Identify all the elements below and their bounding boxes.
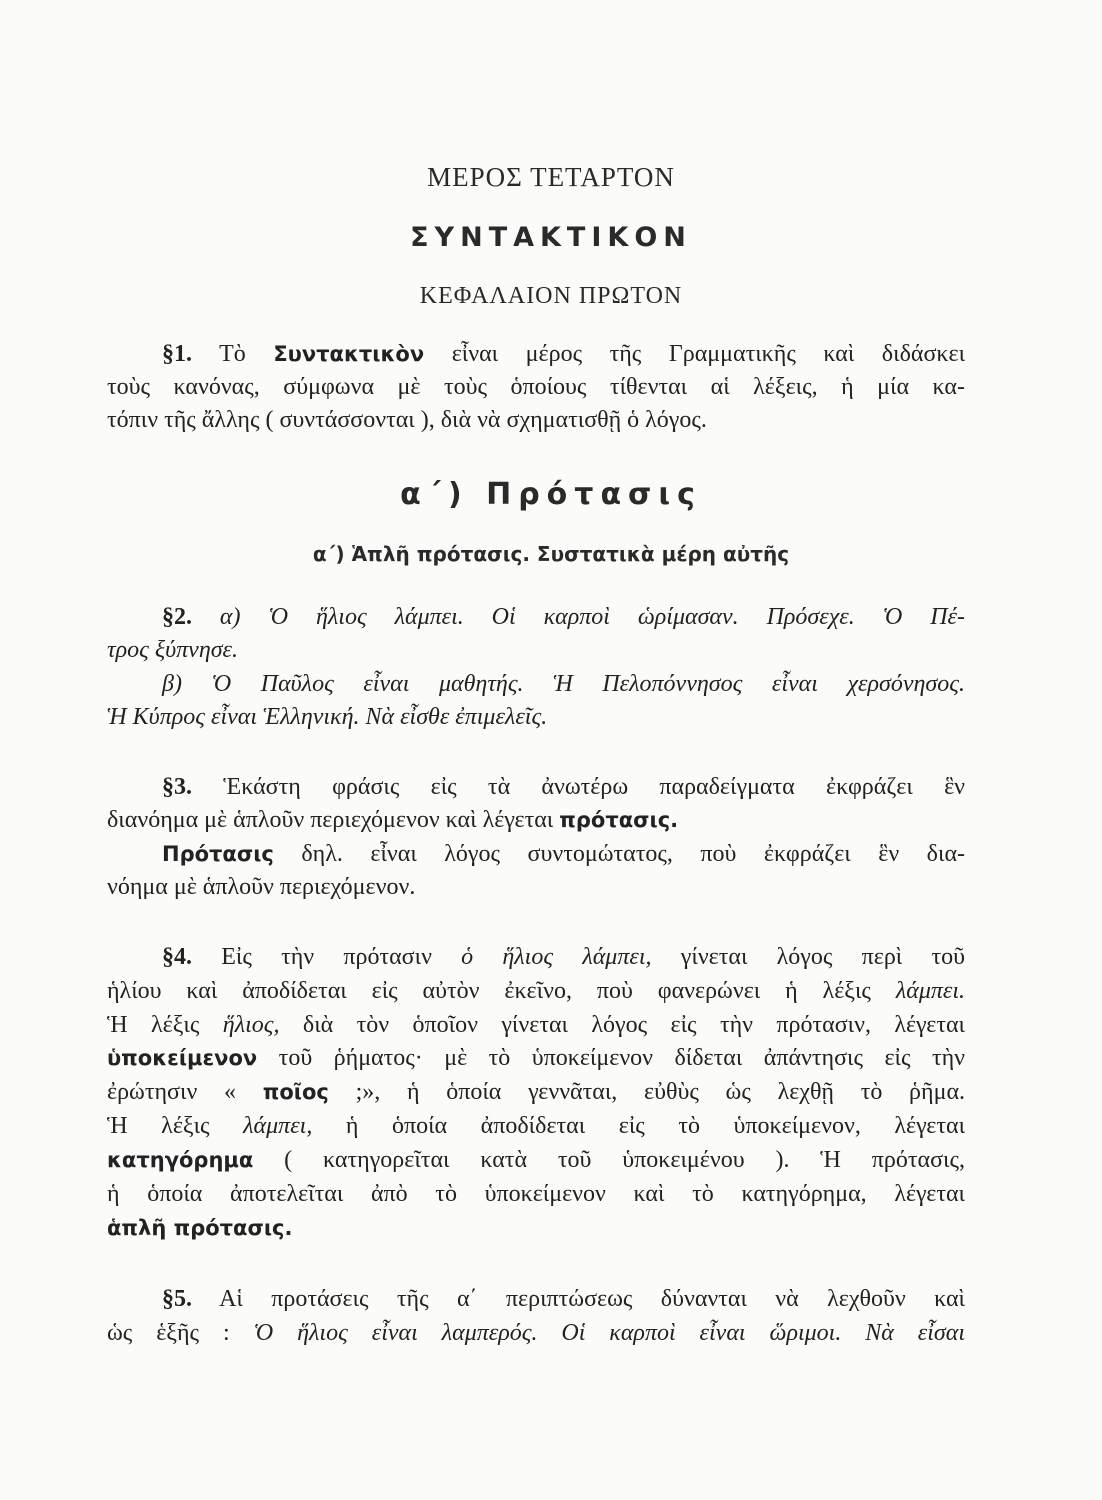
p3-line-3 [162,839,965,869]
p1-term: Συντακτικὸν [273,342,425,366]
p3-line-2 [107,805,965,835]
p4-text: τοῦ ῥήματος· μὲ τὸ ὑποκείμενον δίδεται ἀπάντησις εἰς τὴν [278,1045,965,1071]
p4-term: ὑποκείμενον [107,1046,258,1070]
p1-number: §1. [162,341,192,367]
p4-text: ( κατηγορεῖται κατὰ τοῦ ὑποκειμένου ). Ἡ πρότασις, [284,1147,966,1173]
p5-line-1 [162,1284,965,1314]
p4-example: ἥλιος, [222,1012,280,1038]
p4-line-4 [107,1043,965,1073]
chapter-heading: ΚΕΦΑΛΑΙΟΝ ΠΡΩΤΟΝ [419,283,683,309]
p5-example: Ὁ ἥλιος εἶναι λαμπερός. Οἱ καρποὶ εἶναι ὥριμοι. Νὰ εἶσαι [253,1320,965,1346]
p5-line-2 [107,1318,965,1348]
p4-line-7 [107,1145,965,1175]
p4-term: κατηγόρημα [107,1148,254,1172]
p3-line-1 [162,772,965,802]
p2-line-3: β) Ὁ Παῦλος εἶναι μαθητής. Ἡ Πελοπόννησος εἶναι χερσόνησος. [162,671,965,697]
p4-example: ὁ ἥλιος λάμπει, [461,944,652,970]
p4-term: ποῖος [262,1080,329,1104]
p2-line-2: τρος ξύπνησε. [107,637,239,663]
p4-line-3 [107,1010,965,1040]
p4-line-1 [162,942,965,972]
p4-text: ἡλίου καὶ ἀποδίδεται εἰς αὐτὸν ἐκεῖνο, ποὺ φανερώνει ἡ λέξις [107,978,871,1004]
p2-line-1 [162,602,965,632]
p4-line-6 [107,1111,965,1141]
p4-line-5 [107,1077,965,1107]
main-title: ΣΥΝΤΑΚΤΙΚΟΝ [410,222,692,253]
p4-text: ἐρώτησιν « [107,1079,237,1105]
p1-line-2: τοὺς κανόνας, σύμφωνα μὲ τοὺς ὁποίους τίθενται αἱ λέξεις, ἡ μία κα- [107,374,965,400]
p3-term: Πρότασις [162,842,274,866]
p4-line-8: ἡ ὁποία ἀποτελεῖται ἀπὸ τὸ ὑποκείμενον καὶ τὸ κατηγόρημα, λέγεται [107,1181,965,1207]
p4-example: λάμπει, [243,1113,313,1139]
p3-text: διανόημα μὲ ἁπλοῦν περιεχόμενον καὶ λέγεται [107,807,554,833]
p4-text: διὰ τὸν ὁποῖον γίνεται λόγος εἰς τὴν πρότασιν, λέγεται [302,1012,965,1038]
subsection-heading: α΄) Ἁπλῆ πρότασις. Συστατικὰ μέρη αὐτῆς [312,542,790,566]
p4-text: Ἡ λέξις [107,1113,210,1139]
p3-text: δηλ. εἶναι λόγος συντομώτατος, ποὺ ἐκφράζει ἓν δια- [301,841,966,867]
p1-text: Τὸ [219,341,246,367]
p4-line-2 [107,976,965,1006]
p5-text: Αἱ προτάσεις τῆς α΄ περιπτώσεως δύνανται νὰ λεχθοῦν καὶ [219,1286,965,1312]
p4-text: γίνεται λόγος περὶ τοῦ [680,944,966,970]
p3-text: Ἑκάστη φράσις εἰς τὰ ἀνωτέρω παραδείγματα ἐκφράζει ἓν [223,774,966,800]
p5-text: ὡς ἑξῆς : [107,1320,230,1346]
p1-text: εἶναι μέρος τῆς Γραμματικῆς καὶ διδάσκει [451,341,966,367]
p1-line-1 [162,339,965,369]
section-heading: α΄) Πρότασις [400,477,702,512]
p3-term: πρότασις. [559,808,679,832]
p4-text: Ἡ λέξις [107,1012,200,1038]
p1-line-3: τόπιν τῆς ἄλλης ( συντάσσονται ), διὰ νὰ σχηματισθῇ ὁ λόγος. [107,407,707,433]
p4-example: λάμπει. [895,978,966,1004]
p5-number: §5. [162,1286,192,1312]
p2-line-4: Ἡ Κύπρος εἶναι Ἑλληνική. Νὰ εἶσθε ἐπιμελεῖς. [107,704,548,730]
p2-number: §2. [162,604,192,630]
part-heading: ΜΕΡΟΣ ΤΕΤΑΡΤΟΝ [427,162,675,192]
p4-number: §4. [162,944,192,970]
p4-text: ;», ἡ ὁποία γεννᾶται, εὐθὺς ὡς λεχθῇ τὸ ῥῆμα. [355,1079,966,1105]
p4-line-9: ἁπλῆ πρότασις. [107,1216,293,1240]
p4-text: Εἰς τὴν πρότασιν [221,944,432,970]
p2-text: α) Ὁ ἥλιος λάμπει. Οἱ καρποὶ ὡρίμασαν. Πρόσεχε. Ὁ Πέ- [219,604,966,630]
p3-line-4: νόημα μὲ ἁπλοῦν περιεχόμενον. [107,874,416,900]
p4-text: ἡ ὁποία ἀποδίδεται εἰς τὸ ὑποκείμενον, λέγεται [345,1113,966,1139]
p3-number: §3. [162,774,192,800]
